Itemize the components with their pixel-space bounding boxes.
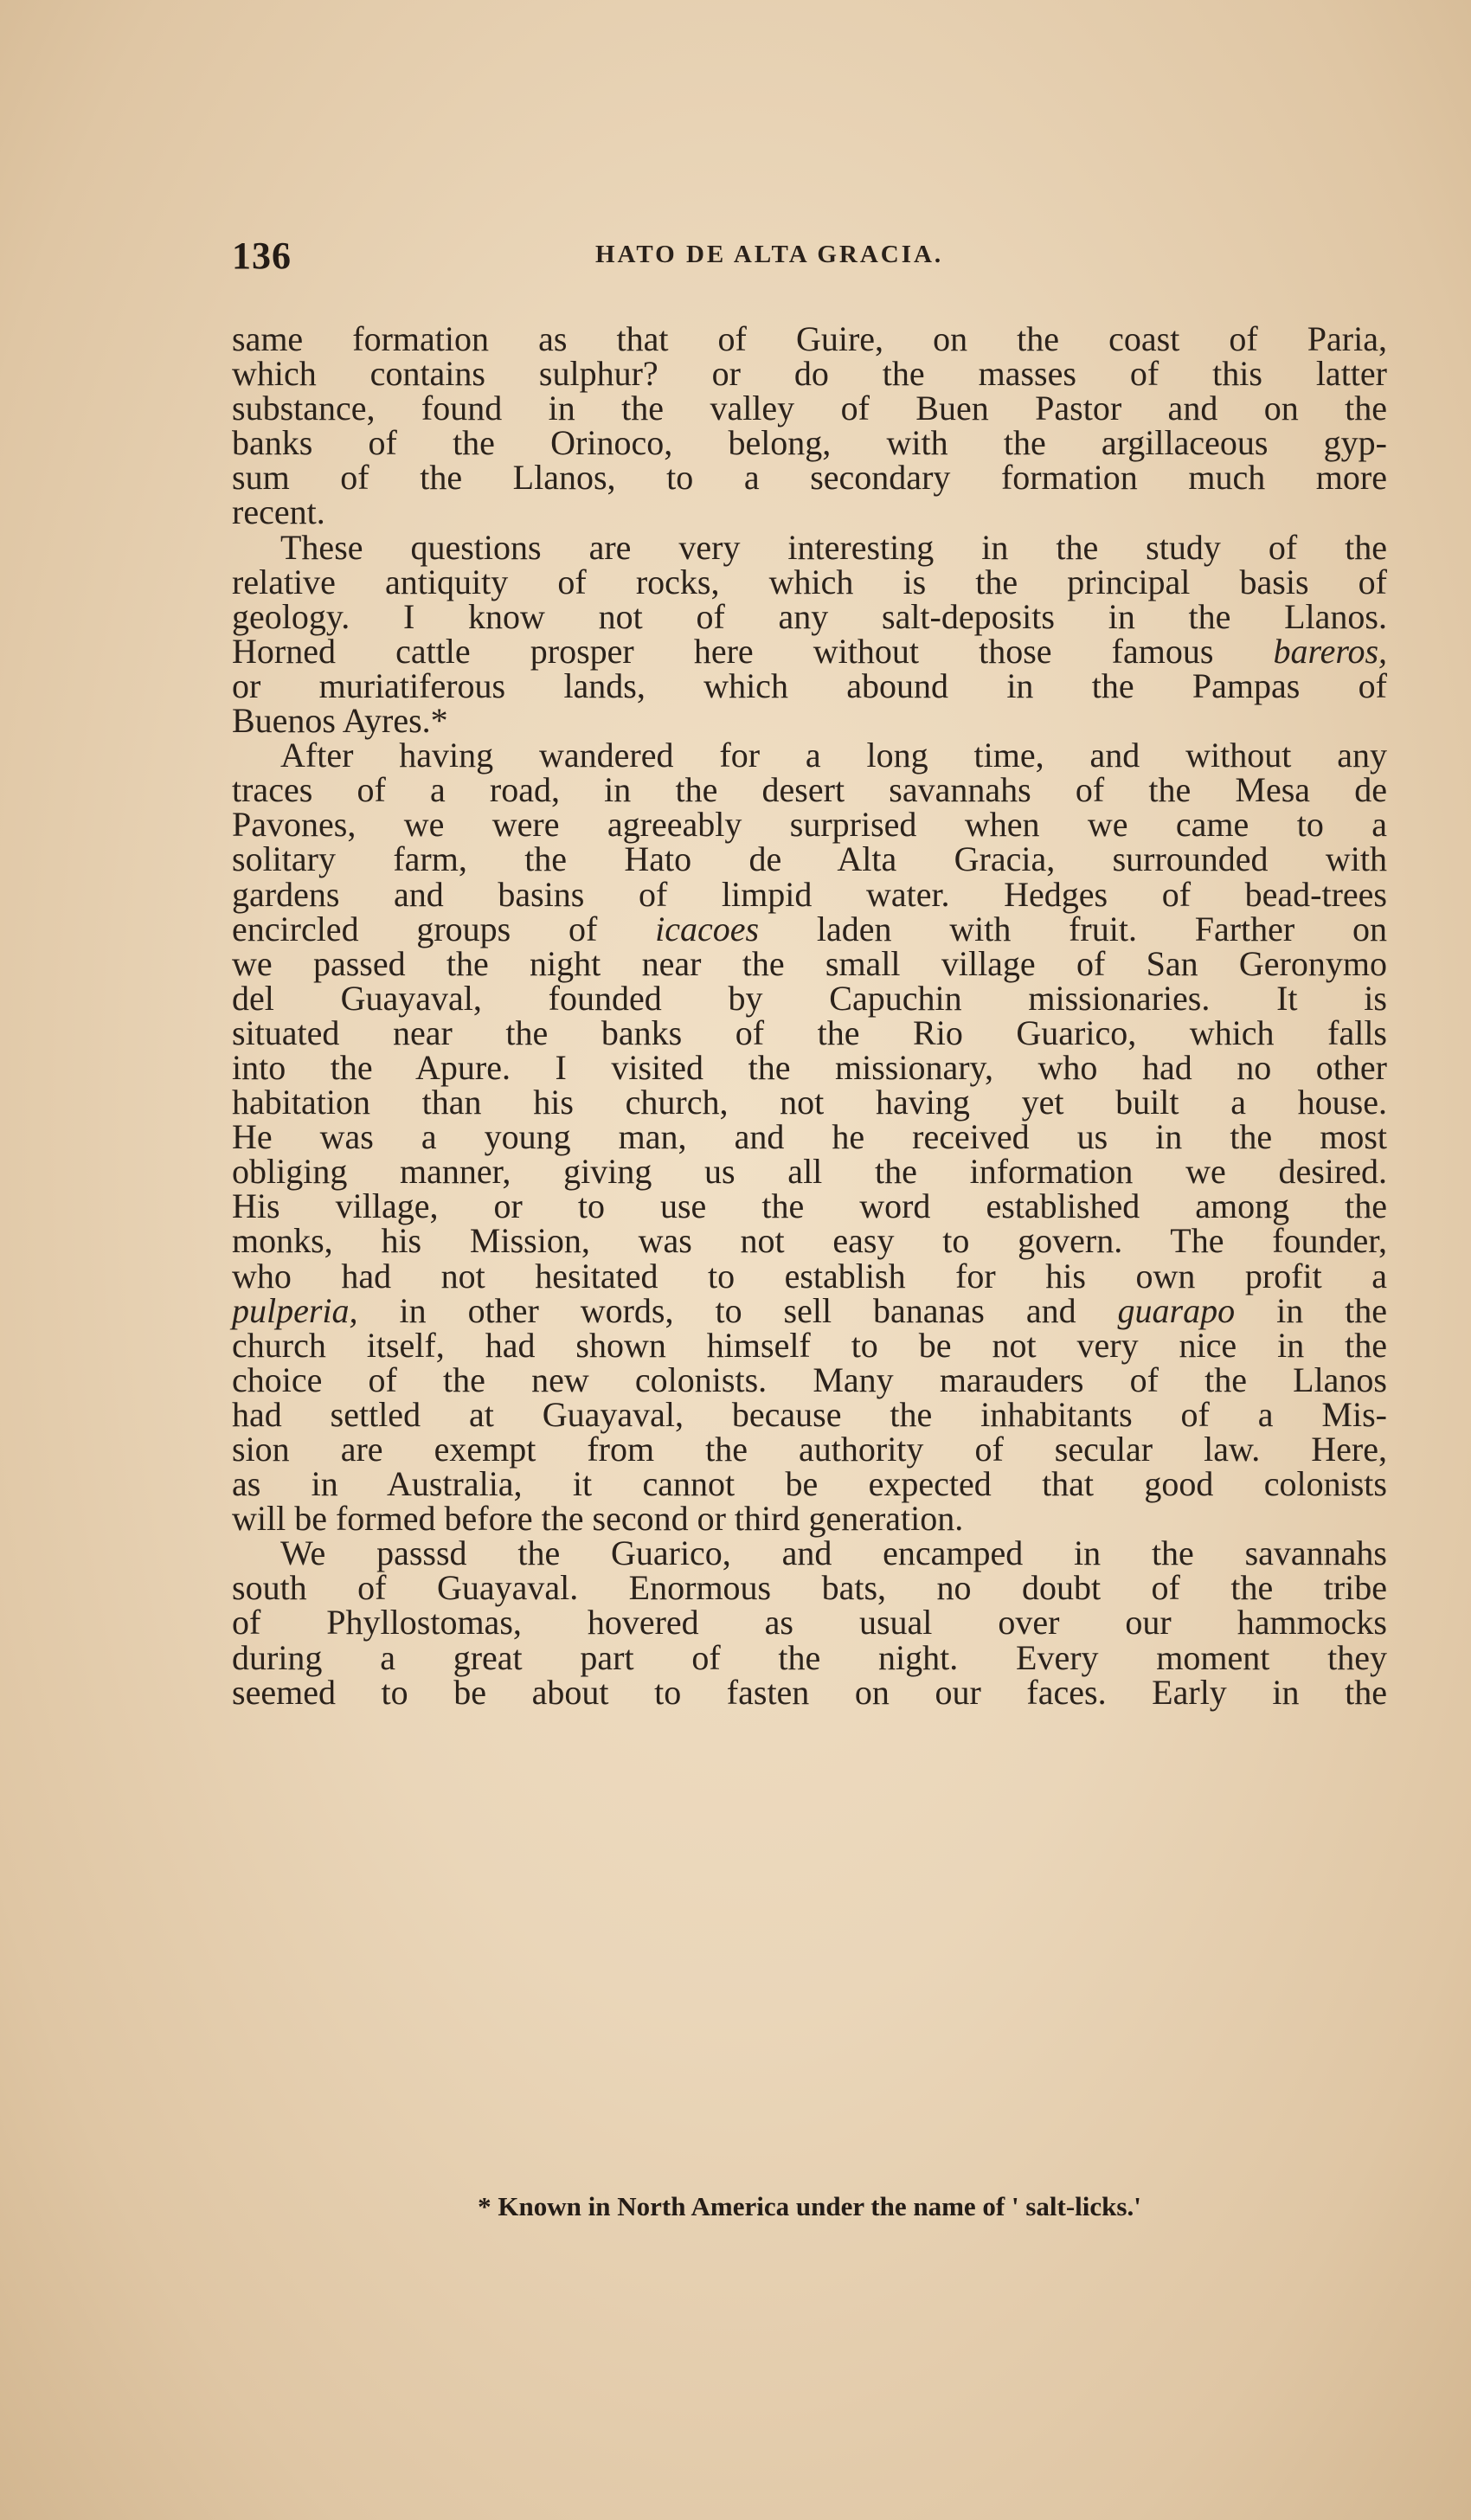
text-line: relative antiquity of rocks, which is the principal basis of [232, 562, 1387, 601]
text-line: Pavones, we were agreeably surprised when we came to a [232, 805, 1387, 845]
text-line [232, 909, 1388, 948]
text-line [232, 631, 1388, 671]
text-line: of Phyllostomas, hovered as usual over our hammocks [232, 1603, 1387, 1642]
text-line: will be formed before the second or third generation. [232, 1499, 964, 1539]
text-line: sion are exempt from the authority of secular law. Here, [232, 1430, 1387, 1469]
text-line: same formation as that of Guire, on the coast of Paria, [232, 319, 1387, 358]
text-line: south of Guayaval. Enormous bats, no doubt of the tribe [232, 1568, 1387, 1608]
italic-term: pulperia, [232, 1290, 358, 1330]
page-number: 136 [232, 235, 292, 277]
text-line: which contains sulphur? or do the masses of this latter [232, 354, 1387, 394]
text-line: as in Australia, it cannot be expected that good colonists [232, 1464, 1387, 1504]
text-line: recent. [232, 492, 325, 532]
text-line: situated near the banks of the Rio Guarico, which falls [232, 1012, 1387, 1052]
text-run: in other words, to sell bananas and [399, 1290, 1076, 1330]
text-line: who had not hesitated to establish for his own profit a [232, 1256, 1387, 1295]
text-line: during a great part of the night. Every moment they [232, 1637, 1387, 1677]
text-line: monks, his Mission, was not easy to govern. The founder, [232, 1221, 1387, 1261]
text-line: choice of the new colonists. Many marauders of the Llanos [232, 1360, 1387, 1399]
text-line: seemed to be about to fasten on our faces. Early in the [232, 1672, 1387, 1712]
running-title: HATO DE ALTA GRACIA. [595, 241, 944, 268]
text-line: We passsd the Guarico, and encamped in the savannahs [280, 1533, 1387, 1573]
footnote: * Known in North America under the name of ' salt-licks.' [478, 2191, 1141, 2221]
text-line: sum of the Llanos, to a secondary formation much more [232, 458, 1387, 498]
text-line: geology. I know not of any salt-deposits in the Llanos. [232, 596, 1387, 636]
text-line: traces of a road, in the desert savannahs of the Mesa de [232, 770, 1387, 810]
text-line: del Guayaval, founded by Capuchin missionaries. It is [232, 978, 1387, 1018]
text-line: gardens and basins of limpid water. Hedges of bead-trees [232, 874, 1387, 914]
text-line: These questions are very interesting in the study of the [280, 527, 1387, 567]
text-line: or muriatiferous lands, which abound in the Pampas of [232, 665, 1387, 705]
text-line: solitary farm, the Hato de Alta Gracia, surrounded with [232, 839, 1387, 879]
text-line: had settled at Guayaval, because the inhabitants of a Mis- [232, 1394, 1387, 1434]
italic-term: guarapo [1117, 1290, 1236, 1330]
text-line: habitation than his church, not having yet built a house. [232, 1083, 1387, 1122]
text-line: substance, found in the valley of Buen Pastor and on the [232, 389, 1387, 428]
text-run: encircled groups of [232, 909, 598, 948]
text-line: He was a young man, and he received us in the most [232, 1117, 1387, 1157]
text-line: we passed the night near the small village of San Geronymo [232, 943, 1387, 983]
body-text [232, 319, 1388, 1712]
text-run: laden with fruit. Farther on [816, 909, 1388, 948]
text-run: in the [1276, 1290, 1388, 1330]
text-run: Horned cattle prosper here without those famous [232, 631, 1214, 671]
text-line: church itself, had shown himself to be not very nice in the [232, 1325, 1387, 1365]
text-line: His village, or to use the word established among the [232, 1186, 1387, 1226]
running-head [232, 234, 1387, 286]
text-line: banks of the Orinoco, belong, with the argillaceous gyp- [232, 423, 1387, 463]
text-line: Buenos Ayres.* [232, 701, 448, 741]
text-line: into the Apure. I visited the missionary, who had no other [232, 1047, 1387, 1087]
text-line [232, 1290, 1388, 1330]
text-line: obliging manner, giving us all the information we desired. [232, 1152, 1387, 1192]
italic-term: icacoes [655, 909, 760, 948]
italic-term: bareros, [1273, 631, 1388, 671]
text-line: After having wandered for a long time, and without any [280, 736, 1387, 775]
